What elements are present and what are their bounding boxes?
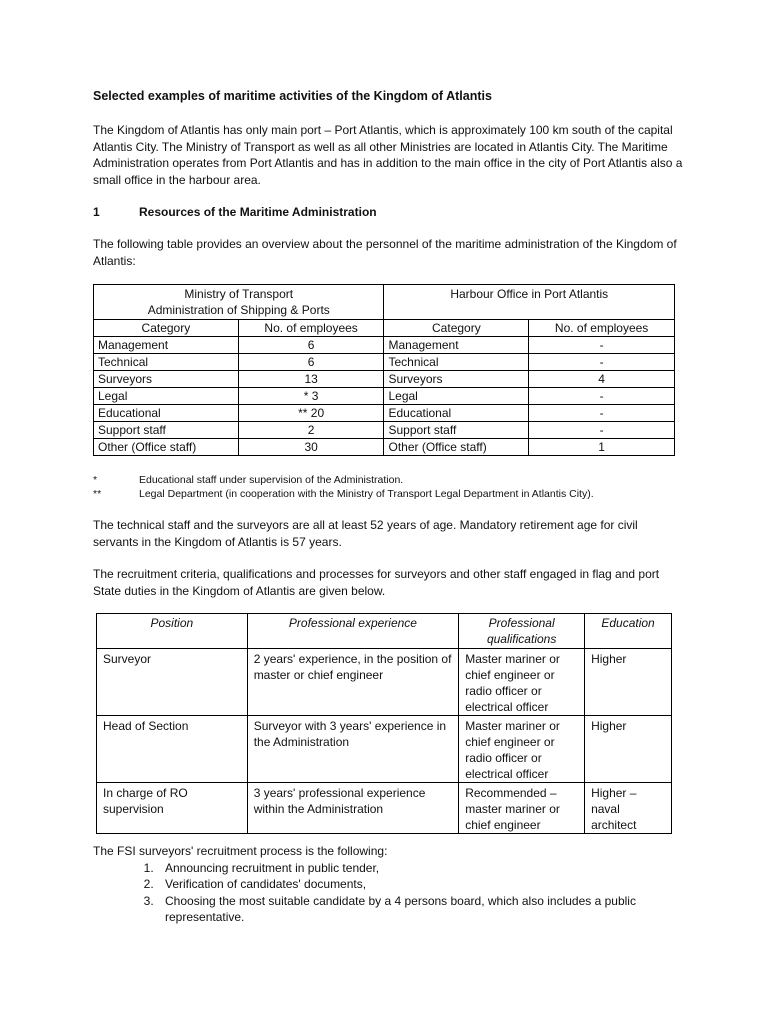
education-cell: Higher – naval architect [585, 783, 672, 834]
category-cell: Support staff [94, 422, 239, 439]
count-cell: 1 [529, 439, 675, 456]
recruitment-header-row [97, 614, 672, 649]
count-cell: 2 [238, 422, 384, 439]
list-item: 1. Announcing recruitment in public tender, [157, 860, 693, 877]
ministry-header-line1: Ministry of Transport [184, 287, 294, 301]
table-row [97, 783, 672, 834]
footnote-mark: * [93, 474, 98, 486]
category-cell: Technical [384, 354, 529, 371]
document-title: Selected examples of maritime activities of the Kingdom of Atlantis [93, 89, 492, 103]
experience-header: Professional experience [247, 614, 459, 649]
education-cell: Higher [585, 649, 672, 716]
category-header: Category [94, 320, 239, 337]
category-header: Category [384, 320, 529, 337]
education-cell: Higher [585, 716, 672, 783]
position-cell: Surveyor [97, 649, 248, 716]
category-cell: Surveyors [94, 371, 239, 388]
experience-cell: 3 years' professional experience within the Administration [247, 783, 459, 834]
count-cell: 6 [238, 354, 384, 371]
position-cell: In charge of RO supervision [97, 783, 248, 834]
education-header: Education [585, 614, 672, 649]
count-cell: 30 [238, 439, 384, 456]
table-row [94, 388, 675, 405]
harbour-office-header: Harbour Office in Port Atlantis [384, 285, 675, 320]
table-row [94, 439, 675, 456]
table-row [94, 354, 675, 371]
section-title: Resources of the Maritime Administration [139, 205, 377, 219]
ministry-header-line2: Administration of Shipping & Ports [147, 303, 330, 317]
section-number: 1 [93, 205, 100, 219]
category-cell: Other (Office staff) [94, 439, 239, 456]
footnote-text: Legal Department (in cooperation with the Ministry of Transport Legal Department in Atlantis City). [139, 488, 594, 500]
category-cell: Technical [94, 354, 239, 371]
qualifications-cell: Master mariner or chief engineer or radio officer or electrical officer [459, 716, 585, 783]
list-item: 2. Verification of candidates' documents, [157, 876, 693, 893]
recruitment-intro-paragraph: The recruitment criteria, qualifications and processes for surveyors and other staff engaged in flag and port State duties in the Kingdom of Atlantis are given below. [93, 567, 660, 598]
count-cell: - [529, 422, 675, 439]
employees-header: No. of employees [529, 320, 675, 337]
table-row [97, 649, 672, 716]
footnote [93, 487, 693, 501]
count-cell: 4 [529, 371, 675, 388]
category-cell: Surveyors [384, 371, 529, 388]
footnotes [93, 473, 693, 501]
table-column-header-row [94, 320, 675, 337]
qualifications-header: Professional qualifications [459, 614, 585, 649]
category-cell: Management [384, 337, 529, 354]
count-cell: 13 [238, 371, 384, 388]
section-heading [93, 204, 683, 221]
table-intro-paragraph: The following table provides an overview about the personnel of the maritime administration of the Kingdom of Atlantis: [93, 237, 677, 268]
qualifications-cell: Recommended – master mariner or chief engineer [459, 783, 585, 834]
footnote-text: Educational staff under supervision of the Administration. [139, 474, 404, 486]
count-cell: 6 [238, 337, 384, 354]
intro-paragraph: The Kingdom of Atlantis has only main port – Port Atlantis, which is approximately 100 km south of the capital Atlantis City. The Ministry of Transport as well as all other Ministries are located in Atlantis City. The Maritime Administration operates from Port Atlantis and has in addition to the main office in the city of Port Atlantis also a small office in the harbour area. [93, 123, 683, 187]
qualifications-cell: Master mariner or chief engineer or radio officer or electrical officer [459, 649, 585, 716]
category-cell: Legal [94, 388, 239, 405]
footnote-mark: ** [93, 488, 102, 500]
process-steps-list [93, 860, 693, 926]
count-cell: * 3 [238, 388, 384, 405]
table-row [94, 371, 675, 388]
footnote [93, 473, 693, 487]
table-group-header-row [94, 285, 675, 320]
category-cell: Educational [384, 405, 529, 422]
count-cell: - [529, 405, 675, 422]
experience-cell: Surveyor with 3 years' experience in the Administration [247, 716, 459, 783]
table-row [97, 716, 672, 783]
category-cell: Management [94, 337, 239, 354]
age-paragraph: The technical staff and the surveyors are all at least 52 years of age. Mandatory retirement age for civil servants in the Kingdom of Atlantis is 57 years. [93, 518, 638, 549]
category-cell: Support staff [384, 422, 529, 439]
category-cell: Educational [94, 405, 239, 422]
employees-header: No. of employees [238, 320, 384, 337]
position-header: Position [97, 614, 248, 649]
count-cell: - [529, 337, 675, 354]
table-row [94, 422, 675, 439]
recruitment-table [96, 613, 672, 834]
personnel-table [93, 284, 675, 456]
table-row [94, 405, 675, 422]
count-cell: - [529, 354, 675, 371]
process-intro: The FSI surveyors' recruitment process is the following: [93, 844, 388, 858]
count-cell: ** 20 [238, 405, 384, 422]
category-cell: Legal [384, 388, 529, 405]
list-item: 3. Choosing the most suitable candidate by a 4 persons board, which also includes a public representative. [157, 893, 693, 926]
ministry-header [94, 285, 384, 320]
count-cell: - [529, 388, 675, 405]
experience-cell: 2 years' experience, in the position of master or chief engineer [247, 649, 459, 716]
position-cell: Head of Section [97, 716, 248, 783]
table-row [94, 337, 675, 354]
category-cell: Other (Office staff) [384, 439, 529, 456]
